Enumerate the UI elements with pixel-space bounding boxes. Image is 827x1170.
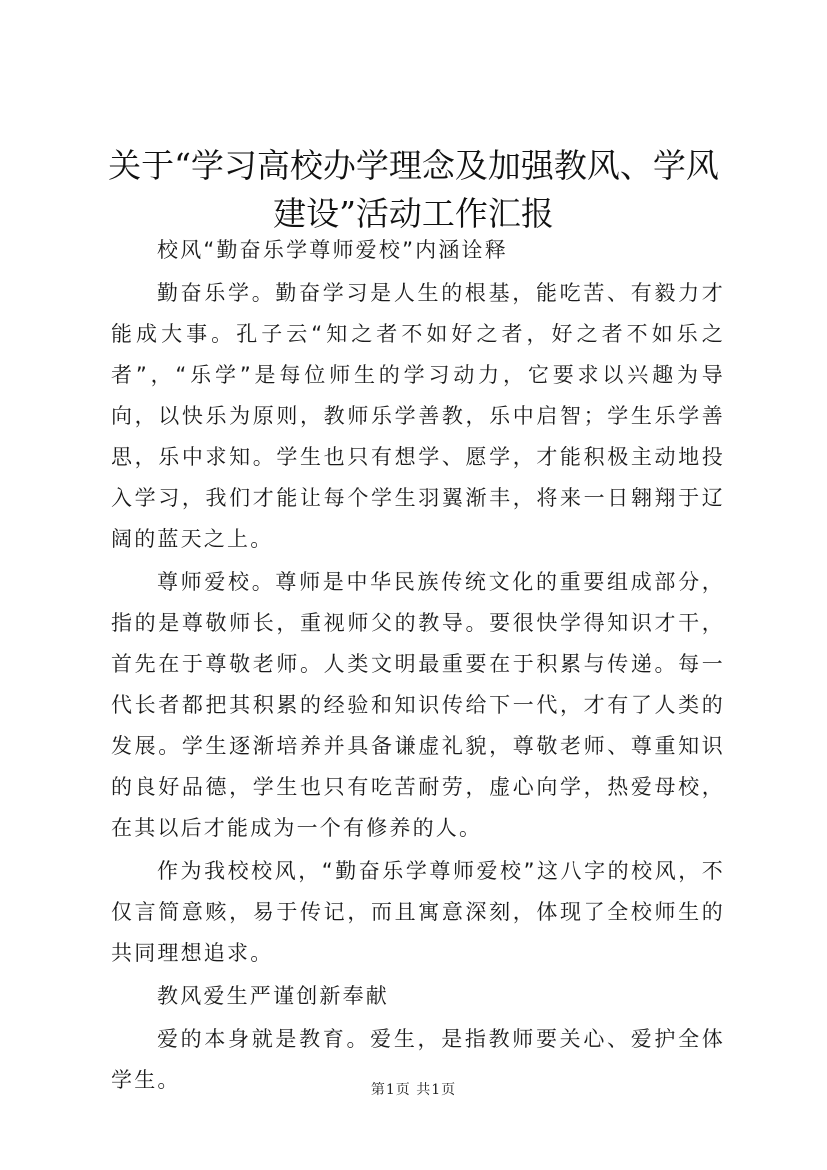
paragraph-school-motto-heading: 校风“勤奋乐学尊师爱校”内涵诠释 [157, 238, 508, 262]
page-footer: 第1页 共1页 [370, 1082, 457, 1098]
document-body [111, 230, 725, 1103]
paragraph-teaching-style-heading: 教风爱生严谨创新奉献 [157, 984, 389, 1008]
paragraph-respect-teachers: 尊师爱校。尊师是中华民族传统文化的重要组成部分，指的是尊敬师长，重视师父的教导。要很快学得知识才干，首先在于尊敬老师。人类文明最重要在于积累与传递。每一代长者都把其积累的经验和知识传给下一代，才有了人类的发展。学生逐渐培养并具备谦虚礼貌，尊敬老师、尊重知识的良好品德，学生也只有吃苦耐劳，虚心向学，热爱母校，在其以后才能成为一个有修养的人。 [111, 570, 725, 840]
paragraph-diligent-learning: 勤奋乐学。勤奋学习是人生的根基，能吃苦、有毅力才能成大事。孔子云“知之者不如好之者，好之者不如乐之者”，“乐学”是每位师生的学习动力，它要求以兴趣为导向，以快乐为原则，教师乐学善教，乐中启智；学生乐学善思，乐中求知。学生也只有想学、愿学，才能积极主动地投入学习，我们才能让每个学生羽翼渐丰，将来一日翱翔于辽阔的蓝天之上。 [111, 281, 725, 551]
paragraph-motto-summary: 作为我校校风，“勤奋乐学尊师爱校”这八字的校风，不仅言简意赅，易于传记，而且寓意深刻，体现了全校师生的共同理想追求。 [111, 859, 725, 965]
document-title: 关于“学习高校办学理念及加强教风、学风建设”活动工作汇报 [108, 146, 719, 233]
paragraph-love-students: 爱的本身就是教育。爱生，是指教师要关心、爱护全体学生。 [111, 1027, 725, 1092]
